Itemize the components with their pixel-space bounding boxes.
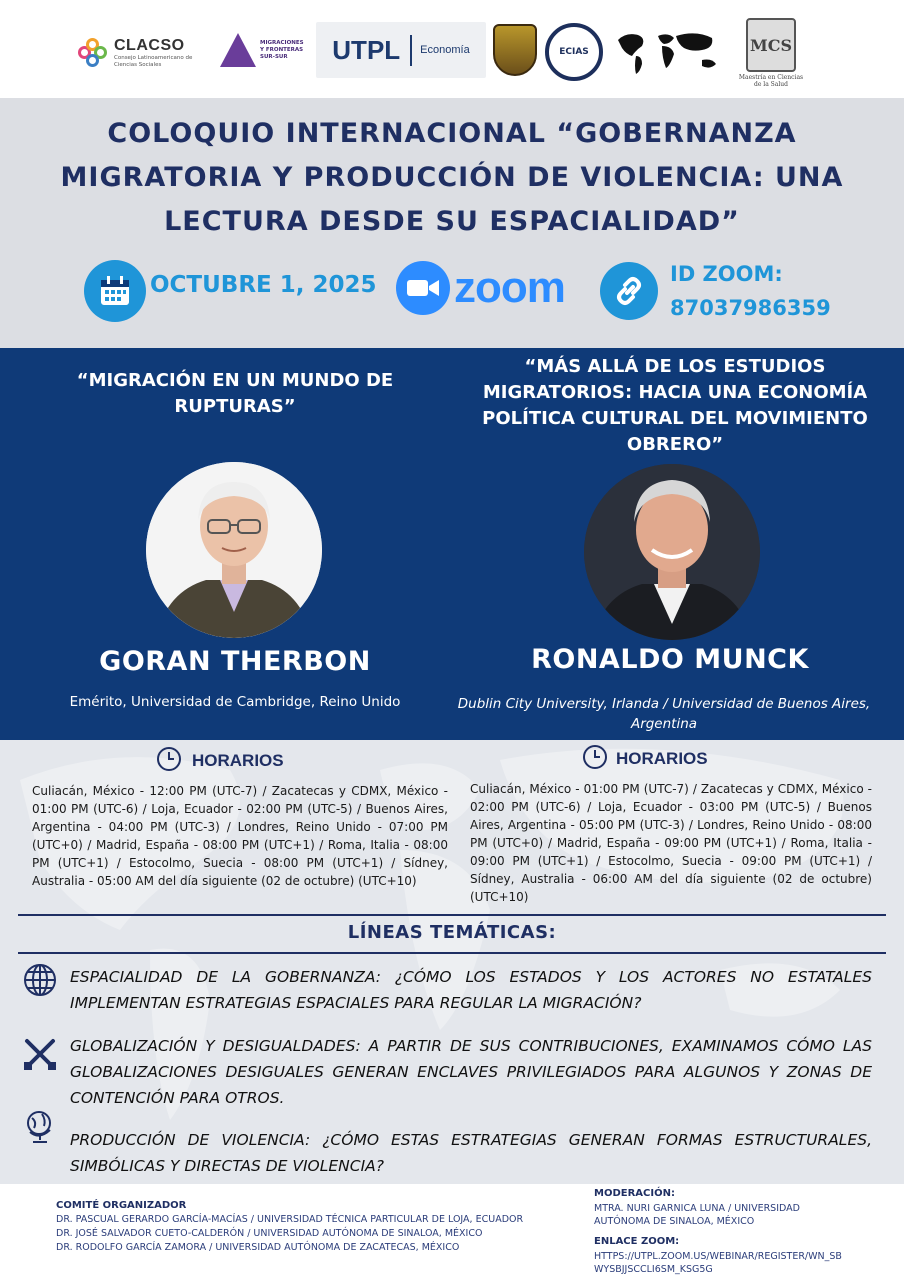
clock-icon <box>156 746 182 772</box>
speaker-name-1: GORAN THERBON <box>99 646 371 677</box>
zoom-link[interactable]: HTTPS://UTPL.ZOOM.US/WEBINAR/REGISTER/WN_SB <box>594 1251 842 1262</box>
ecias-logo <box>544 22 604 82</box>
seal-caption: Maestría en Ciencias de la Salud <box>738 74 804 88</box>
world-map-logo <box>612 26 724 78</box>
zoom-camera-icon <box>396 261 450 315</box>
utpl-subtitle: Economía <box>420 44 470 56</box>
clacso-subtitle: Consejo Latinoamericano de Ciencias Sociales <box>114 55 193 68</box>
desk-globe-icon <box>22 1108 58 1144</box>
theme-item-3: PRODUCCIÓN DE VIOLENCIA: ¿CÓMO ESTAS ESTRATEGIAS GENERAN FORMAS ESTRUCTURALES, SIMBÓLICAS Y DIRECTAS DE VIOLENCIA? <box>70 1131 872 1175</box>
speaker-photo-1 <box>146 462 322 638</box>
calendar-icon <box>84 260 146 322</box>
event-date: OCTUBRE 1, 2025 <box>150 272 377 298</box>
crossed-tools-icon <box>22 1036 58 1072</box>
zoom-logo <box>396 260 572 316</box>
moderation-heading: MODERACIÓN: <box>594 1188 675 1199</box>
seal-letters: MCS <box>750 35 792 55</box>
zoom-link-heading: ENLACE ZOOM: <box>594 1236 680 1247</box>
zoom-link[interactable]: WYSBJJSCCLI6SM_KSG5G <box>594 1264 713 1275</box>
speaker-affiliation-2: Dublin City University, Irlanda / Universidad de Buenos Aires, Argentina <box>457 696 871 732</box>
migraciones-triangle-icon <box>220 33 256 67</box>
moderator-line: MTRA. NURI GARNICA LUNA / UNIVERSIDAD <box>594 1203 800 1214</box>
event-title: COLOQUIO INTERNACIONAL “GOBERNANZA MIGRATORIA Y PRODUCCIÓN DE VIOLENCIA: UNA LECTURA DESDE SU ESPACIALIDAD” <box>60 118 844 237</box>
ecias-text: ECIAS <box>559 47 589 57</box>
utpl-logo <box>316 22 486 78</box>
zoom-wordmark: zoom <box>454 263 565 312</box>
speaker-affiliation-1: Emérito, Universidad de Cambridge, Reino Unido <box>69 694 401 710</box>
committee-member: DR. RODOLFO GARCÍA ZAMORA / UNIVERSIDAD AUTÓNOMA DE ZACATECAS, MÉXICO <box>56 1242 460 1253</box>
seal-emblem <box>746 18 796 72</box>
crest-logo <box>490 22 540 78</box>
schedule-text-1: Culiacán, México - 12:00 PM (UTC-7) / Zacatecas y CDMX, México - 01:00 PM (UTC-6) / Loja, Ecuador - 02:00 PM (UTC-5) / Buenos Aires, Argentina - 04:00 PM (UTC-3) / Londres, Reino Unido - 07:00 PM (UTC+0) / Madrid, España - 08:00 PM (UTC+1) / Roma, Italia - 08:00 PM (UTC+1) / Estocolmo, Suecia - 08:00 PM (UTC+1) / Sídney, Australia - 05:00 AM del día siguiente (02 de octubre) (UTC+10) <box>32 784 448 888</box>
talk-title-2: “MÁS ALLÁ DE LOS ESTUDIOS MIGRATORIOS: HACIA UNA ECONOMÍA POLÍTICA CULTURAL DEL MOVIMIENTO OBRERO” <box>482 356 868 455</box>
schedule-heading-1: HORARIOS <box>192 751 284 770</box>
zoom-id-value: 87037986359 <box>670 296 831 320</box>
themes-heading: LÍNEAS TEMÁTICAS: <box>347 922 557 943</box>
migraciones-logo <box>220 24 306 76</box>
maestria-seal-logo <box>738 14 804 92</box>
utpl-name: UTPL <box>332 35 412 66</box>
theme-item-1: ESPACIALIDAD DE LA GOBERNANZA: ¿CÓMO LOS ESTADOS Y LOS ACTORES NO ESTATALES IMPLEMENTAN ESTRATEGIAS ESPACIALES PARA REGULAR LA MIGRACIÓN? <box>70 968 872 1012</box>
schedule-text-2: Culiacán, México - 01:00 PM (UTC-7) / Zacatecas y CDMX, México - 02:00 PM (UTC-6) / Loja, Ecuador - 03:00 PM (UTC-5) / Buenos Aires, Argentina - 05:00 PM (UTC-3) / Londres, Reino Unido - 08:00 PM (UTC+0) / Madrid, España - 09:00 PM (UTC+1) / Roma, Italia - 09:00 PM (UTC+1) / Estocolmo, Suecia - 09:00 PM (UTC+1) / Sídney, Australia - 06:00 AM del día siguiente (02 de octubre) (UTC+10) <box>470 782 872 904</box>
theme-item-2: GLOBALIZACIÓN Y DESIGUALDADES: A PARTIR DE SUS CONTRIBUCIONES, EXAMINAMOS CÓMO LAS GLOBALIZACIONES DESIGUALES GENERAN ENCLAVES PRIVILEGIADOS PARA ALGUNOS Y ZONAS DE CONTENCIÓN PARA OTROS. <box>70 1037 872 1107</box>
world-map-icon <box>612 26 724 78</box>
clacso-logo <box>78 30 208 76</box>
link-icon <box>600 262 658 320</box>
committee-member: DR. JOSÉ SALVADOR CUETO-CALDERÓN / UNIVERSIDAD AUTÓNOMA DE SINALOA, MÉXICO <box>56 1228 483 1239</box>
committee-member: DR. PASCUAL GERARDO GARCÍA-MACÍAS / UNIVERSIDAD TÉCNICA PARTICULAR DE LOJA, ECUADOR <box>56 1214 524 1225</box>
globe-icon <box>22 962 58 998</box>
clock-icon <box>582 744 608 770</box>
logo-strip <box>0 0 904 98</box>
migraciones-text: MIGRACIONES Y FRONTERAS SUR-SUR <box>260 39 304 60</box>
talk-title-1: “MIGRACIÓN EN UN MUNDO DE RUPTURAS” <box>76 370 394 417</box>
moderator-line: AUTÓNOMA DE SINALOA, MÉXICO <box>594 1216 755 1227</box>
committee-heading: COMITÉ ORGANIZADOR <box>56 1200 187 1211</box>
clacso-name: CLACSO <box>114 37 185 54</box>
zoom-id-label: ID ZOOM: <box>670 262 783 286</box>
crest-shield-icon <box>493 24 537 76</box>
speaker-photo-2 <box>584 464 760 640</box>
clacso-mark-icon <box>78 38 108 68</box>
speaker-name-2: RONALDO MUNCK <box>531 644 809 675</box>
divider <box>18 914 886 916</box>
schedule-heading-2: HORARIOS <box>616 749 708 768</box>
divider <box>18 952 886 954</box>
